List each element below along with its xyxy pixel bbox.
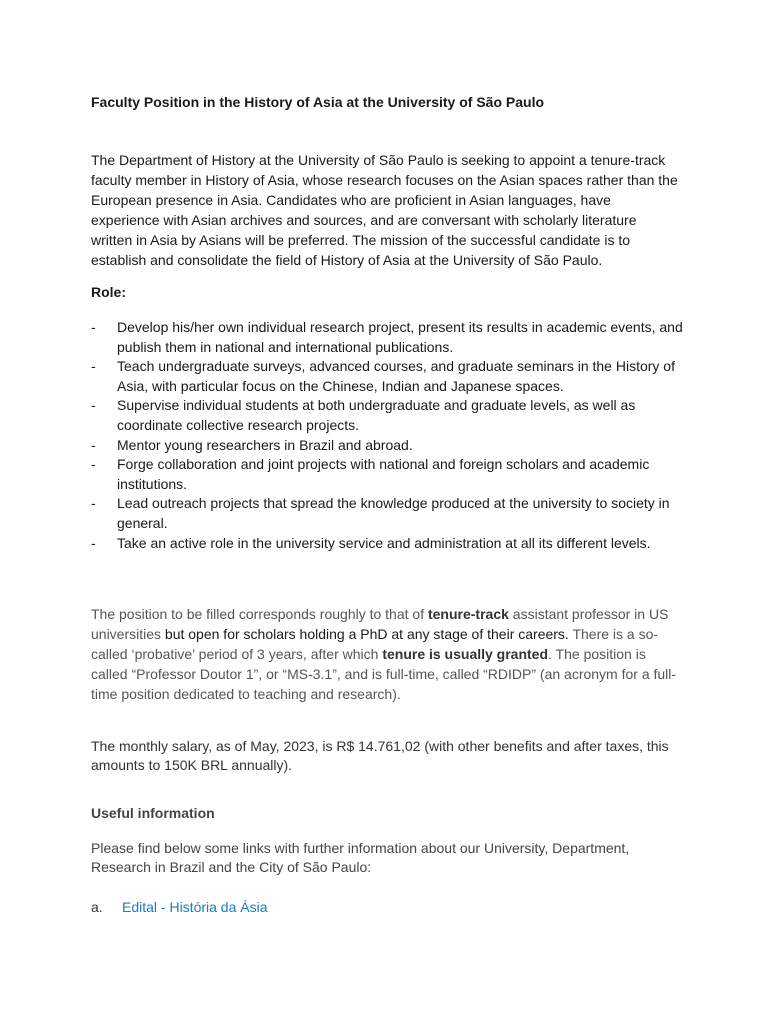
salary-paragraph: The monthly salary, as of May, 2023, is R$ 14.761,02 (with other benefits and after taxes, this amounts to 150K BRL annually). xyxy=(91,738,669,773)
list-dash: - xyxy=(91,436,96,453)
list-item-text: Teach undergraduate surveys, advanced courses, and graduate seminars in the History of Asia, with particular focus on the Chinese, Indian and Japanese spaces. xyxy=(117,358,675,394)
list-item xyxy=(91,534,687,554)
list-item-text: Forge collaboration and joint projects with national and foreign scholars and academic institutions. xyxy=(117,456,650,492)
role-list xyxy=(91,318,691,553)
list-item-text: Lead outreach projects that spread the knowledge produced at the university to society in general. xyxy=(117,495,670,531)
link-marker: a. xyxy=(91,899,103,915)
useful-info-paragraph: Please find below some links with further information about our University, Department, Research in Brazil and the City of São Paulo: xyxy=(91,840,630,875)
list-dash: - xyxy=(91,495,96,512)
list-item xyxy=(91,494,687,533)
list-dash: - xyxy=(91,358,96,375)
useful-info-heading: Useful information xyxy=(91,805,215,821)
list-item xyxy=(91,396,687,435)
position-paragraph xyxy=(91,604,681,704)
list-item-text: Take an active role in the university service and administration at all its different levels. xyxy=(117,534,651,551)
role-heading: Role: xyxy=(91,284,126,300)
position-text-2: assistant professor in US universities xyxy=(91,606,669,642)
tenure-granted-emphasis: tenure is usually granted xyxy=(382,646,549,662)
list-dash: - xyxy=(91,397,96,414)
list-dash: - xyxy=(91,456,96,473)
list-dash: - xyxy=(91,319,96,335)
list-item-text: Supervise individual students at both undergraduate and graduate levels, as well as coordinate collective research projects. xyxy=(117,397,636,433)
intro-paragraph: The Department of History at the University of São Paulo is seeking to appoint a tenure-track faculty member in History of Asia, whose research focuses on the Asian spaces rather than the European presence in Asia. Candidates who are proficient in Asian languages, have experience with Asian archives and sources, and are conversant with scholarly literature written in Asia by Asians will be preferred. The mission of the successful candidate is to establish and consolidate the field of History of Asia at the University of São Paulo. xyxy=(91,152,678,268)
list-item-text: Mentor young researchers in Brazil and abroad. xyxy=(117,436,413,453)
tenure-track-emphasis: tenure-track xyxy=(427,606,509,622)
position-text-5: . The position is called “Professor Doutor 1”, or “MS-3.1”, and is full-time, called “RDIDP” (an acronym for a full-time position dedicated to teaching and research). xyxy=(91,646,677,702)
list-item xyxy=(91,455,687,494)
position-text-4: There is a so-called ‘probative’ period of 3 years, after which xyxy=(91,626,659,662)
list-item xyxy=(91,436,687,456)
page-title: Faculty Position in the History of Asia at the University of São Paulo xyxy=(91,94,545,110)
list-item-text: Develop his/her own individual research project, present its results in academic events, and publish them in national and international publications. xyxy=(117,319,683,355)
position-text-3: but open for scholars holding a PhD at any stage of their careers. xyxy=(164,626,569,642)
edital-link[interactable]: Edital - História da Ásia xyxy=(122,899,268,915)
list-item xyxy=(91,318,687,357)
list-dash: - xyxy=(91,534,96,551)
link-list-item xyxy=(91,898,268,917)
position-text-1: The position to be filled corresponds roughly to that of xyxy=(91,606,428,622)
list-item xyxy=(91,357,687,396)
